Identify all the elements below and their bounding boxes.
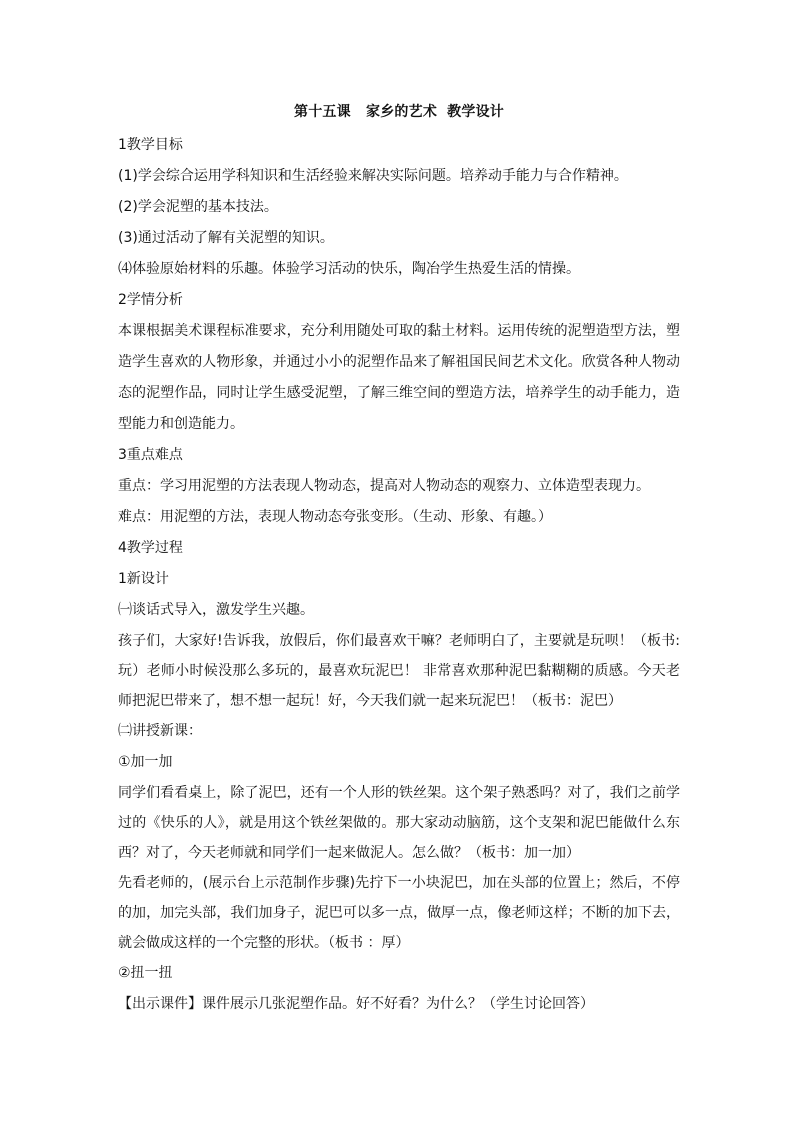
substep-add-heading: ①加一加 xyxy=(118,754,173,770)
add-paragraph-1: 同学们看看桌上，除了泥巴，还有一个人形的铁丝架。这个架子熟悉吗？对了，我们之前学过的《快乐的人》，就是用这个铁丝架做的。那大家动动脑筋，这个支架和泥巴能做什么东西？对了，今天老师就和同学们一起来做泥人。怎么做？（板书：加一加） xyxy=(118,785,680,861)
document-content xyxy=(118,100,680,1020)
add-paragraph-2: 先看老师的，(展示台上示范制作步骤)先拧下一小块泥巴，加在头部的位置上；然后，不停的加，加完头部，我们加身子，泥巴可以多一点，做厚一点，像老师这样；不断的加下去，就会做成这样的一个完整的形状。（板书 ：厚） xyxy=(118,875,680,951)
goal-item-1: (1)学会综合运用学科知识和生活经验来解决实际问题。培养动手能力与合作精神。 xyxy=(118,168,628,184)
subheading-new-design: 1新设计 xyxy=(118,571,169,587)
student-analysis-paragraph: 本课根据美术课程标准要求，充分利用随处可取的黏土材料。运用传统的泥塑造型方法，塑造学生喜欢的人物形象，并通过小小的泥塑作品来了解祖国民间艺术文化。欣赏各种人物动态的泥塑作品，同时让学生感受泥塑，了解三维空间的塑造方法，培养学生的动手能力，造型能力和创造能力。 xyxy=(118,323,680,432)
goal-item-4: ⑷体验原始材料的乐趣。体验学习活动的快乐，陶冶学生热爱生活的情操。 xyxy=(118,261,580,277)
step-new-lesson-heading: ㈡讲授新课： xyxy=(118,723,202,739)
difficulty-paragraph: 难点：用泥塑的方法，表现人物动态夸张变形。（生动、形象、有趣。） xyxy=(118,509,552,525)
key-point-paragraph: 重点：学习用泥塑的方法表现人物动态，提高对人物动态的观察力、立体造型表现力。 xyxy=(118,478,650,494)
document-title: 第十五课 家乡的艺术 教学设计 xyxy=(294,104,504,120)
heading-key-difficulties: 3重点难点 xyxy=(118,447,183,463)
goal-item-3: (3)通过活动了解有关泥塑的知识。 xyxy=(118,230,334,246)
heading-teaching-process: 4教学过程 xyxy=(118,540,183,556)
substep-twist-heading: ②扭一扭 xyxy=(118,965,173,981)
heading-teaching-goals: 1教学目标 xyxy=(118,137,183,153)
step-intro-heading: ㈠谈话式导入，激发学生兴趣。 xyxy=(118,602,314,618)
intro-paragraph: 孩子们，大家好!告诉我，放假后，你们最喜欢干嘛？老师明白了，主要就是玩呗！（板书:玩）老师小时候没那么多玩的，最喜欢玩泥巴！ 非常喜欢那种泥巴黏糊糊的质感。今天老师把泥巴带来了，想不想一起玩！好，今天我们就一起来玩泥巴！（板书：泥巴） xyxy=(118,633,680,709)
goal-item-2: (2)学会泥塑的基本技法。 xyxy=(118,199,278,215)
heading-student-analysis: 2学情分析 xyxy=(118,292,183,308)
courseware-paragraph: 【出示课件】课件展示几张泥塑作品。好不好看？为什么？（学生讨论回答） xyxy=(118,996,594,1012)
